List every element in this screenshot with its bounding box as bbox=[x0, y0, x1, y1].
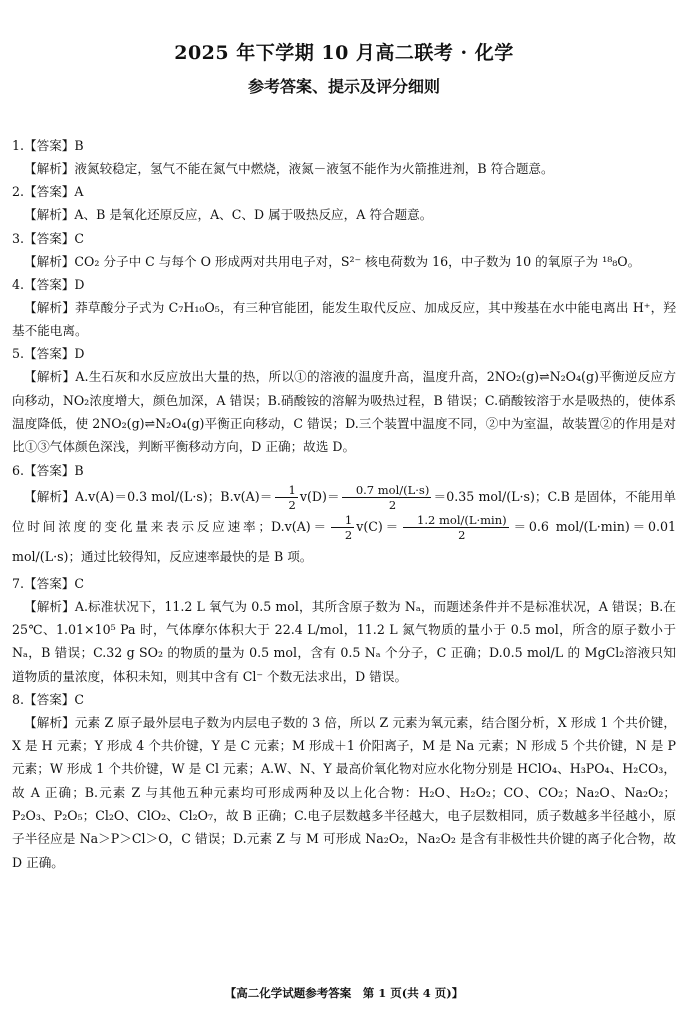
explanation-6-part-5: ＝0.6 mol/(L·min)＝0.01 mol/(L·s)；通过比较得知，反应速率最快的是 B 项。 bbox=[12, 518, 677, 564]
answer-1: 1.【答案】B bbox=[12, 138, 84, 153]
page-subtitle: 参考答案、提示及评分细则 bbox=[247, 77, 440, 96]
explanation-6 bbox=[12, 482, 676, 572]
page-title: 2025 年下学期 10 月高二联考 · 化学 bbox=[174, 42, 514, 64]
page-footer: 【高二化学试题参考答案 第 1 页(共 4 页)】 bbox=[224, 986, 464, 1000]
explanation-7: 【解析】A.标准状况下，11.2 L 氧气为 0.5 mol，其所含原子数为 Nₐ，而题述条件并不是标准状况，A 错误；B.在 25℃、1.01×10⁵ Pa 时，气体摩尔体积大于 22.4 L/mol，11.2 L 氮气物质的量小于 0.5 mol，所含的原子数小于 Nₐ，B 错误；C.32 g SO₂ 的物质的量为 0.5 mol，含有 0.5 Nₐ 个分子，C 正确；D.0.5 mol/L 的 MgCl₂溶液只知道物质的量浓度，体积未知，则其中含有 Cl⁻ 个数无法求出，D 错误。 bbox=[12, 598, 676, 684]
explanation-6-part-1: 【解析】A.v(A)＝0.3 mol/(L·s)；B.v(A)＝ bbox=[24, 488, 273, 504]
answer-4: 4.【答案】D bbox=[12, 276, 85, 292]
explanation-6-part-2: v(D)＝ bbox=[299, 488, 340, 504]
explanation-8: 【解析】元素 Z 原子最外层电子数为内层电子数的 3 倍，所以 Z 元素为氧元素，结合图分析，X 形成 1 个共价键，X 是 H 元素；Y 形成 4 个共价键，Y 是 C 元素；M 形成＋1 价阳离子，M 是 Na 元素；N 形成 5 个共价键，N 是 P 元素；W 形成 1 个共价键，W 是 Cl 元素；A.W、N、Y 最高价氧化物对应水化物分别是 HClO₄、H₃PO₄、H₂CO₃，故 A 正确；B.元素 Z 与其他五种元素均可形成两种及以上化合物：H₂O、H₂O₂；CO、CO₂；Na₂O、Na₂O₂；P₂O₃、P₂O₅；Cl₂O、ClO₂、Cl₂O₇，故 B 正确；C.电子层数越多半径越大，电子层数相同，质子数越多半径越小，原子半径应是 Na＞P＞Cl＞O，C 错误；D.元素 Z 与 M 可形成 Na₂O₂，Na₂O₂ 是含有非极性共价键的离子化合物，故 D 正确。 bbox=[12, 714, 676, 870]
fraction-4-numerator: 1.2 mol/(L·min) bbox=[403, 513, 509, 528]
answer-2: 2.【答案】A bbox=[12, 184, 84, 200]
explanation-4: 【解析】莽草酸分子式为 C₇H₁₀O₅，有三种官能团，能发生取代反应、加成反应，其中羧基在水中能电离出 H⁺，羟基不能电离。 bbox=[12, 299, 676, 339]
answer-3: 3.【答案】C bbox=[12, 230, 85, 246]
explanation-3: 【解析】CO₂ 分子中 C 与每个 O 形成两对共用电子对，S²⁻ 核电荷数为 16，中子数为 10 的氧原子为 ¹⁸₈O。 bbox=[24, 253, 641, 269]
explanation-1: 【解析】液氮较稳定，氢气不能在氮气中燃烧，液氮－液氢不能作为火箭推进剂，B 符合题意。 bbox=[24, 161, 554, 176]
answer-7: 7.【答案】C bbox=[12, 575, 85, 591]
fraction-4 bbox=[403, 513, 509, 542]
fraction-2-denominator: 2 bbox=[388, 497, 397, 512]
answer-list bbox=[12, 134, 676, 874]
explanation-6-part-4: v(C)＝ bbox=[356, 518, 402, 534]
answer-8: 8.【答案】C bbox=[12, 691, 85, 707]
fraction-1-numerator: 1 bbox=[275, 483, 298, 498]
explanation-5: 【解析】A.生石灰和水反应放出大量的热，所以①的溶液的温度升高，温度升高，2NO₂(g)⇌N₂O₄(g)平衡逆反应方向移动，NO₂浓度增大，颜色加深，A 错误；B.硝酸铵的溶解为吸热过程，B 错误；C.硝酸铵溶于水是吸热的，使体系温度降低，使 2NO₂(g)⇌N₂O₄(g)平衡正向移动，C 错误；D.三个装置中温度不同，②中为室温，故装置②的作用是对比①③气体颜色深浅，判断平衡移动方向，D 正确；故选 D。 bbox=[12, 369, 676, 455]
answer-6: 6.【答案】B bbox=[12, 462, 84, 478]
fraction-2 bbox=[342, 483, 432, 512]
fraction-3 bbox=[331, 513, 354, 542]
fraction-4-denominator: 2 bbox=[458, 527, 466, 542]
answer-5: 5.【答案】D bbox=[12, 346, 85, 362]
fraction-2-numerator: 0.7 mol/(L·s) bbox=[342, 483, 432, 498]
fraction-1-denominator: 2 bbox=[288, 497, 296, 512]
explanation-2: 【解析】A、B 是氧化还原反应，A、C、D 属于吸热反应，A 符合题意。 bbox=[24, 207, 433, 223]
explanation-6-part-3: ＝0.35 mol/(L·s)；C.B 是固体，不能用单位时间浓度的变化量来表示反应速率；D.v(A)＝ bbox=[12, 488, 676, 534]
fraction-1 bbox=[275, 483, 298, 512]
fraction-3-numerator: 1 bbox=[331, 513, 354, 528]
fraction-3-denominator: 2 bbox=[344, 527, 353, 542]
